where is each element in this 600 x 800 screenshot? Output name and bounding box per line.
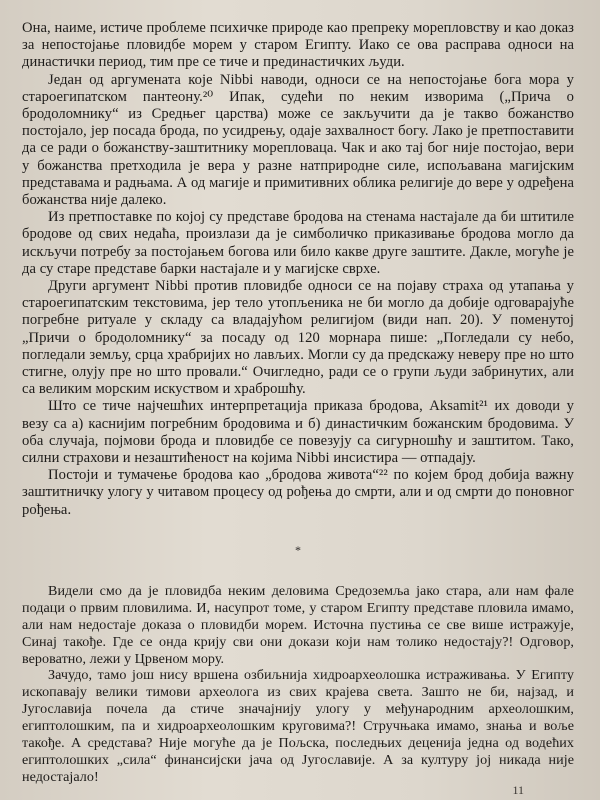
paragraph-2: Један од аргумената које Nibbi наводи, односи се на непостојање бога мора у староегипатском пантеону.²⁰ Ипак, судећи по неким изворима („Прича о бродоломнику“ из Средњег царства) може се закључити да је такво божанство постојало, јер посада брода, по усидрењу, одаје захвалност богу. Лако је претпоставити да се ради о божанству-заштитнику морепловаца. Чак и ако тај бог није постојао, вери у божанства претходила је вера у разне натприродне силе, испољавана магијским представама и радњама. А од магије и примитивних облика религије до вере у одређена божанства није далеко. <box>22 71 574 209</box>
section-conclusion <box>22 583 574 786</box>
section-separator: * <box>295 542 301 557</box>
paragraph-5: Што се тиче најчешћих интерпретација приказа бродова, Aksamit²¹ их доводи у везу са а) каснијим погребним бродовима и б) династичким божанским бродовима. У оба случаја, појмови брода и пловидбе се повезују са сигурношћу и заштитом. Тако, силни страхови и незаштићеност на којима Nibbi инсистира — отпадају. <box>22 398 574 467</box>
paragraph-3: Из претпоставке по којој су представе бродова на стенама настајале да би штитиле бродове од свих недаћа, произлази да је симболичко приказивање бродова могло да искључи потребу за постојањем богова или било какве друге заштите. Дакле, могуће је да су старе представе барки настајале и у магијске сврхе. <box>22 209 574 277</box>
paragraph-6: Постоји и тумачење бродова као „бродова живота“²² по којем брод добија важну заштитничку улогу у читавом процесу од рођења до смрти, али и од смрти до поновног рођења. <box>22 467 574 518</box>
paragraph-4: Други аргумент Nibbi против пловидбе односи се на појаву страха од утапања у староегипатским текстовима, јер тело утопљеника не би могло да добије одговарајуће погребне ритуале у складу са владајућом религијом (види нап. 20). У поменутој „Причи о бродоломнику“ за посаду од 120 морнара пише: „Погледали су небо, погледали земљу, срца храбријих но лављих. Могли су да предскажу неверу пре но што стигне, олују пре но што провали.“ Очигледно, ради се о групи људи забринутих, али са великим морским искуством и храброшћу. <box>22 278 574 398</box>
page-number: 11 <box>512 783 524 797</box>
paragraph-1: Она, наиме, истиче проблеме психичке природе као препреку морепловству и као доказ за непостојање пловидбе морем у старом Египту. Иако се ова расправа односи на династички период, тим пре се тиче и прединастичких људи. <box>22 20 574 71</box>
paragraph-7: Видели смо да је пловидба неким деловима Средоземља јако стара, али нам фале подаци о првим пловилима. И, насупрот томе, у старом Египту представе пловила имамо, али нам недостаје доказа о пловидби морем. Источна пустиња се све више истражује, Синај такође. Где се онда крију сви они докази који нам толико недостају?! Одговор, вероватно, лежи у Црвеном мору. <box>22 582 574 667</box>
paragraph-8: Зачудо, тамо још нису вршена озбиљнија хидроархеолошка истраживања. У Египту ископавају велики тимови археолога из свих крајева света. Зашто не би, најзад, и Југославија почела да стиче значајнију улогу у међународним археолошким, египтолошким, па и хидроархеолошким круговима?! Стручњака имамо, знања и воље такође. А средстава? Није могуће да је Пољска, последњих деценија једна од водећих египтолошких „сила“ финансијски јача од Југославије. А за културу јој никада није недостајало! <box>22 667 574 785</box>
section-main-text <box>22 20 574 519</box>
